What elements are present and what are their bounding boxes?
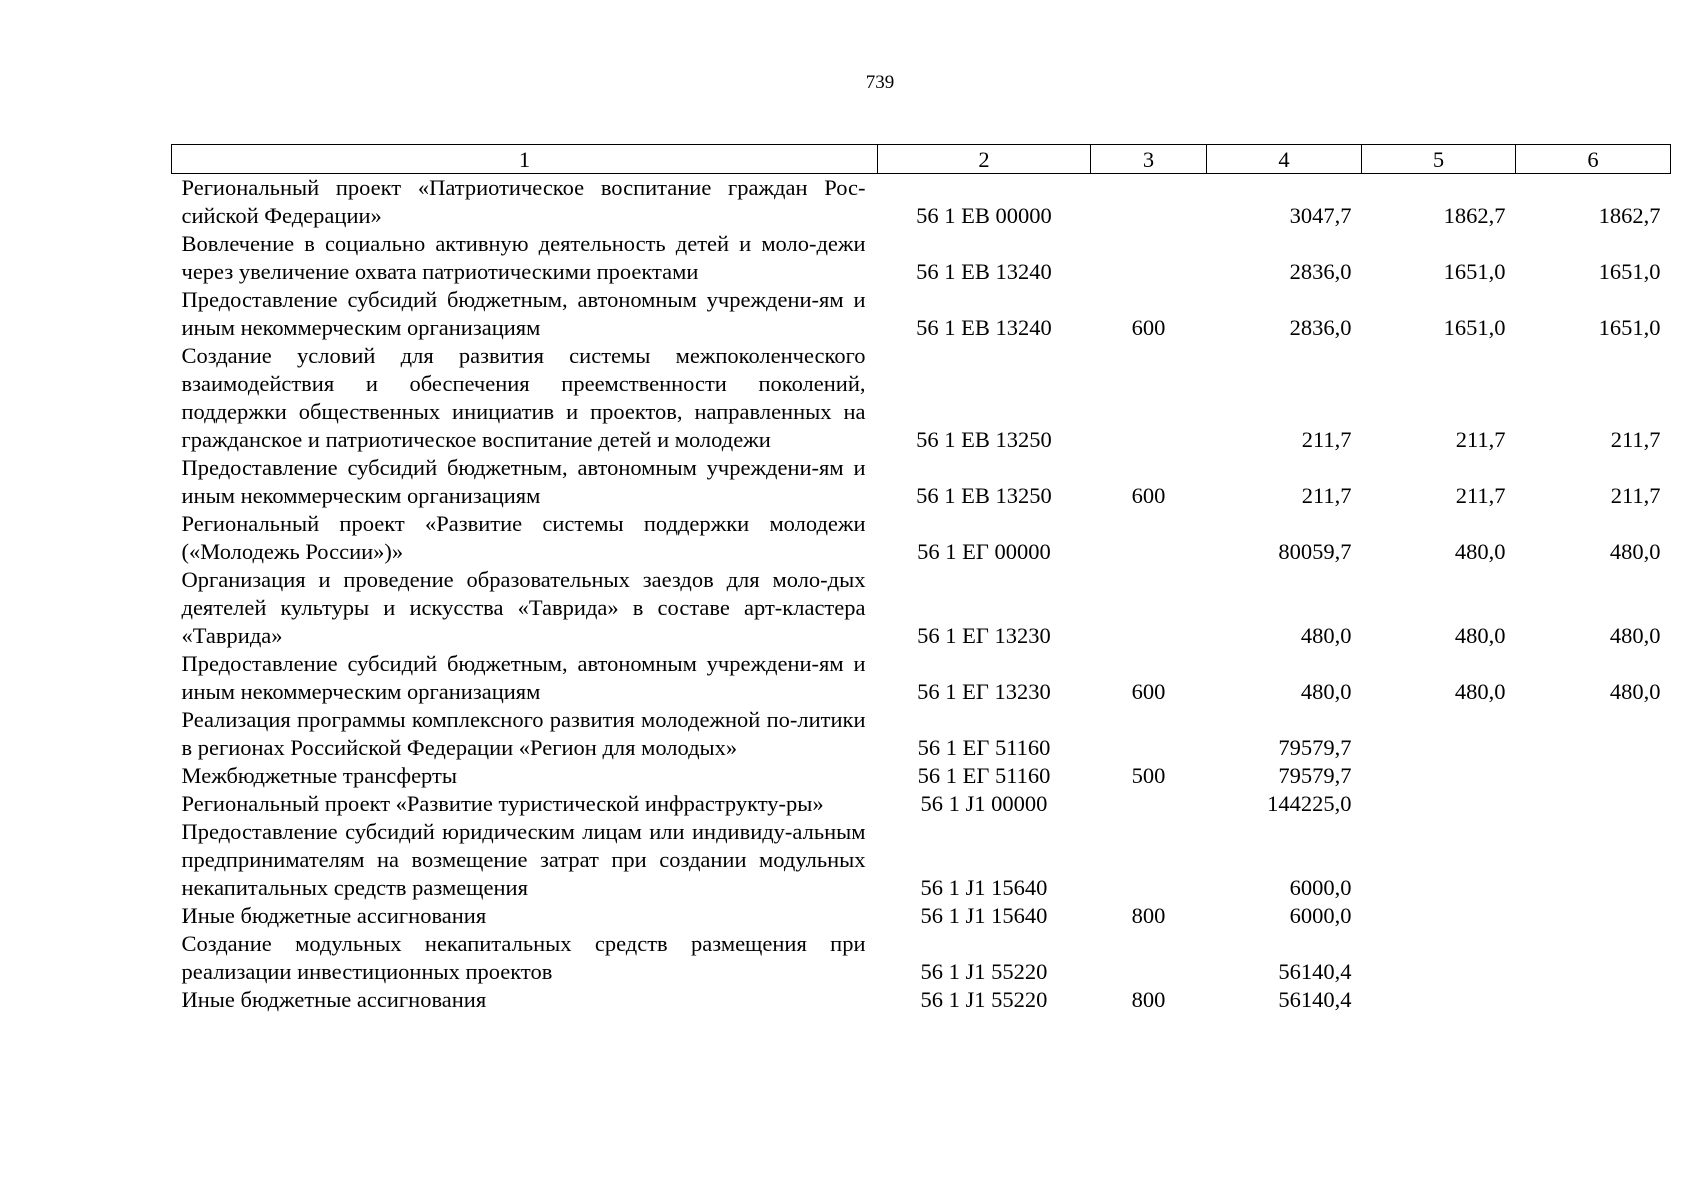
row-expense-type: 600 bbox=[1131, 679, 1166, 704]
row-value-col5 bbox=[1362, 986, 1516, 1014]
row-value-col5 bbox=[1362, 818, 1516, 902]
budget-table bbox=[171, 144, 1671, 1014]
row-expense-type: 800 bbox=[1131, 903, 1166, 928]
row-expense-type: 800 bbox=[1131, 987, 1166, 1012]
row-code: 56 1 EB 13240 bbox=[916, 259, 1052, 284]
table-row bbox=[172, 986, 1671, 1014]
row-value-col4: 79579,7 bbox=[1278, 763, 1352, 788]
row-code: 56 1 EB 13250 bbox=[916, 483, 1052, 508]
row-value-col5 bbox=[1362, 930, 1516, 986]
row-code: 56 1 EB 13240 bbox=[916, 315, 1052, 340]
row-value-col5: 211,7 bbox=[1455, 483, 1506, 508]
row-value-col6: 211,7 bbox=[1610, 427, 1661, 452]
row-value-col4: 56140,4 bbox=[1278, 987, 1352, 1012]
row-name: Реализация программы комплексного развития молодежной по-литики в регионах Российской Федерации «Регион для молодых» bbox=[181, 707, 866, 760]
row-value-col5: 1862,7 bbox=[1443, 203, 1506, 228]
row-value-col4: 211,7 bbox=[1301, 483, 1352, 508]
row-value-col6 bbox=[1516, 762, 1671, 790]
header-col-2: 2 bbox=[878, 145, 1091, 174]
row-code: 56 1 J1 15640 bbox=[920, 875, 1048, 900]
table-row bbox=[172, 902, 1671, 930]
row-value-col6: 1862,7 bbox=[1598, 203, 1661, 228]
table-row bbox=[172, 174, 1671, 231]
header-col-1: 1 bbox=[172, 145, 878, 174]
table-body bbox=[172, 174, 1671, 1015]
row-value-col6 bbox=[1516, 818, 1671, 902]
row-name: Предоставление субсидий бюджетным, автономным учреждени-ям и иным некоммерческим организациям bbox=[181, 287, 866, 340]
row-expense-type: 500 bbox=[1131, 763, 1166, 788]
row-name: Предоставление субсидий юридическим лицам или индивиду-альным предпринимателям на возмещение затрат при создании модульных некапитальных средств размещения bbox=[181, 819, 866, 900]
row-value-col4: 56140,4 bbox=[1278, 959, 1352, 984]
row-code: 56 1 J1 15640 bbox=[920, 903, 1048, 928]
row-value-col4: 211,7 bbox=[1301, 427, 1352, 452]
row-name: Создание условий для развития системы межпоколенческого взаимодействия и обеспечения преемственности поколений, поддержки общественных инициатив и проектов, направленных на гражданское и патриотическое воспитание детей и молодежи bbox=[181, 343, 866, 452]
row-expense-type bbox=[1091, 510, 1207, 566]
row-code: 56 1 EB 13250 bbox=[916, 427, 1052, 452]
row-value-col5: 480,0 bbox=[1454, 623, 1506, 648]
row-expense-type: 600 bbox=[1131, 315, 1166, 340]
row-expense-type: 600 bbox=[1131, 483, 1166, 508]
table-row bbox=[172, 286, 1671, 342]
row-value-col5 bbox=[1362, 902, 1516, 930]
row-value-col6: 1651,0 bbox=[1598, 315, 1661, 340]
row-value-col5: 480,0 bbox=[1454, 679, 1506, 704]
row-expense-type bbox=[1091, 230, 1207, 286]
row-expense-type bbox=[1091, 790, 1207, 818]
row-name: Региональный проект «Развитие туристической инфраструкту-ры» bbox=[181, 791, 824, 816]
row-code: 56 1 EB 00000 bbox=[916, 203, 1052, 228]
row-name: Региональный проект «Патриотическое воспитание граждан Рос-сийской Федерации» bbox=[181, 175, 866, 228]
row-value-col6 bbox=[1516, 986, 1671, 1014]
table-header bbox=[172, 145, 1671, 174]
row-value-col4: 3047,7 bbox=[1289, 203, 1352, 228]
row-code: 56 1 J1 00000 bbox=[920, 791, 1048, 816]
table-row bbox=[172, 818, 1671, 902]
row-value-col4: 80059,7 bbox=[1278, 539, 1352, 564]
header-col-6: 6 bbox=[1516, 145, 1671, 174]
row-value-col4: 480,0 bbox=[1300, 623, 1352, 648]
row-name: Предоставление субсидий бюджетным, автономным учреждени-ям и иным некоммерческим организациям bbox=[181, 455, 866, 508]
row-code: 56 1 EГ 51160 bbox=[917, 735, 1051, 760]
header-col-5: 5 bbox=[1362, 145, 1516, 174]
table-row bbox=[172, 510, 1671, 566]
row-value-col5 bbox=[1362, 706, 1516, 762]
row-value-col5 bbox=[1362, 762, 1516, 790]
table-row bbox=[172, 566, 1671, 650]
row-value-col6: 480,0 bbox=[1609, 679, 1661, 704]
row-value-col4: 79579,7 bbox=[1278, 735, 1352, 760]
row-value-col5: 1651,0 bbox=[1443, 259, 1506, 284]
header-col-3: 3 bbox=[1091, 145, 1207, 174]
header-row bbox=[172, 145, 1671, 174]
row-code: 56 1 EГ 51160 bbox=[917, 763, 1051, 788]
row-code: 56 1 J1 55220 bbox=[920, 959, 1048, 984]
row-name: Иные бюджетные ассигнования bbox=[181, 903, 487, 928]
row-name: Организация и проведение образовательных заездов для моло-дых деятелей культуры и искусства «Таврида» в составе арт-кластера «Таврида» bbox=[181, 567, 866, 648]
row-code: 56 1 EГ 00000 bbox=[917, 539, 1051, 564]
table-row bbox=[172, 930, 1671, 986]
table-row bbox=[172, 454, 1671, 510]
row-expense-type bbox=[1091, 566, 1207, 650]
row-expense-type bbox=[1091, 818, 1207, 902]
row-name: Создание модульных некапитальных средств размещения при реализации инвестиционных проектов bbox=[181, 931, 866, 984]
row-expense-type bbox=[1091, 706, 1207, 762]
row-name: Предоставление субсидий бюджетным, автономным учреждени-ям и иным некоммерческим организациям bbox=[181, 651, 866, 704]
row-value-col6 bbox=[1516, 706, 1671, 762]
row-value-col6: 211,7 bbox=[1610, 483, 1661, 508]
row-value-col4: 144225,0 bbox=[1267, 791, 1352, 816]
table-row bbox=[172, 230, 1671, 286]
row-value-col5: 480,0 bbox=[1454, 539, 1506, 564]
table-row bbox=[172, 342, 1671, 454]
row-expense-type bbox=[1091, 342, 1207, 454]
row-value-col4: 480,0 bbox=[1300, 679, 1352, 704]
row-value-col6: 480,0 bbox=[1609, 539, 1661, 564]
row-value-col4: 2836,0 bbox=[1289, 259, 1352, 284]
row-value-col4: 2836,0 bbox=[1289, 315, 1352, 340]
row-code: 56 1 EГ 13230 bbox=[917, 623, 1051, 648]
page-number: 739 bbox=[865, 72, 895, 93]
row-value-col6 bbox=[1516, 930, 1671, 986]
row-expense-type bbox=[1091, 174, 1207, 231]
row-value-col6 bbox=[1516, 790, 1671, 818]
table-row bbox=[172, 790, 1671, 818]
row-value-col5: 211,7 bbox=[1455, 427, 1506, 452]
header-col-4: 4 bbox=[1207, 145, 1362, 174]
row-name: Вовлечение в социально активную деятельность детей и моло-дежи через увеличение охвата патриотическими проектами bbox=[181, 231, 866, 284]
row-expense-type bbox=[1091, 930, 1207, 986]
row-value-col5: 1651,0 bbox=[1443, 315, 1506, 340]
row-value-col6: 1651,0 bbox=[1598, 259, 1661, 284]
row-name: Региональный проект «Развитие системы поддержки молодежи («Молодежь России»)» bbox=[181, 511, 866, 564]
row-value-col4: 6000,0 bbox=[1289, 875, 1352, 900]
row-code: 56 1 J1 55220 bbox=[920, 987, 1048, 1012]
row-value-col4: 6000,0 bbox=[1289, 903, 1352, 928]
table-row bbox=[172, 650, 1671, 706]
row-name: Межбюджетные трансферты bbox=[181, 763, 457, 788]
table-row bbox=[172, 762, 1671, 790]
row-value-col5 bbox=[1362, 790, 1516, 818]
table-row bbox=[172, 706, 1671, 762]
row-name: Иные бюджетные ассигнования bbox=[181, 987, 487, 1012]
row-code: 56 1 EГ 13230 bbox=[917, 679, 1051, 704]
row-value-col6 bbox=[1516, 902, 1671, 930]
row-value-col6: 480,0 bbox=[1609, 623, 1661, 648]
